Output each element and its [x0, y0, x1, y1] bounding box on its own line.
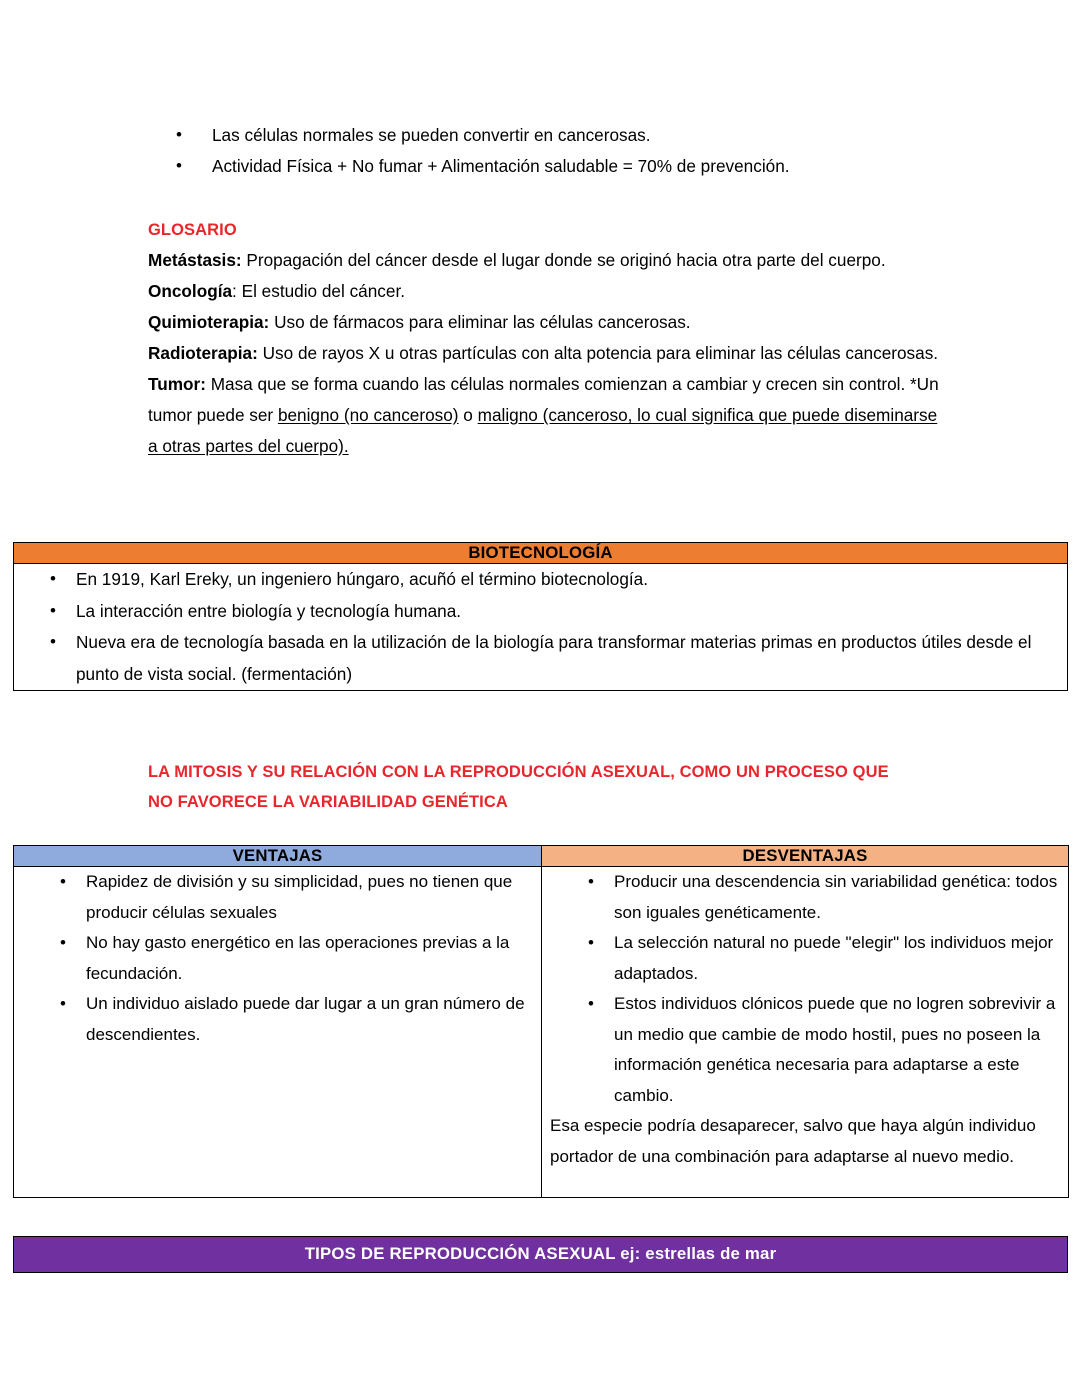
list-item: • En 1919, Karl Ereky, un ingeniero húngaro, acuñó el término biotecnología. — [14, 564, 1067, 596]
list-item: • Producir una descendencia sin variabilidad genética: todos son iguales genéticamente. — [542, 867, 1068, 928]
glossary-entry-radioterapia — [148, 338, 940, 369]
list-item: • No hay gasto energético en las operaciones previas a la fecundación. — [14, 928, 541, 989]
biotecnologia-bullet-list — [14, 564, 1067, 690]
list-item: • La selección natural no puede "elegir" los individuos mejor adaptados. — [542, 928, 1068, 989]
table-row — [14, 543, 1068, 564]
top-bullet-list — [148, 120, 940, 182]
glossary-term: Radioterapia: — [148, 343, 258, 363]
glossary-definition: Propagación del cáncer desde el lugar donde se originó hacia otra parte del cuerpo. — [246, 250, 886, 270]
glossary-conjunction: o — [458, 405, 478, 425]
biotecnologia-table — [13, 542, 1068, 691]
glossary-underlined-benigno: benigno (no canceroso) — [277, 405, 459, 425]
glossary-entry-oncologia — [148, 276, 940, 307]
ventajas-bullet-list — [14, 867, 541, 1050]
list-item: • Un individuo aislado puede dar lugar a un gran número de descendientes. — [14, 989, 541, 1050]
glossary-term: Oncología — [148, 281, 233, 301]
mitosis-heading-line1: LA MITOSIS Y SU RELACIÓN CON LA REPRODUCCIÓN ASEXUAL, COMO UN PROCESO QUE — [148, 763, 889, 781]
desventajas-bullet-list — [542, 867, 1068, 1111]
table-header-row — [14, 846, 1069, 867]
mitosis-heading-line2: NO FAVORECE LA VARIABILIDAD GENÉTICA — [148, 793, 508, 811]
ventajas-desventajas-table — [13, 845, 1069, 1198]
list-item: • Nueva era de tecnología basada en la utilización de la biología para transformar materias primas en productos útiles desde el punto de vista social. (fermentación) — [14, 627, 1067, 690]
glossary-entry-metastasis — [148, 245, 940, 276]
glossary-entry-quimioterapia — [148, 307, 940, 338]
ventajas-cell — [14, 867, 542, 1198]
biotecnologia-body — [14, 564, 1068, 691]
list-item: • La interacción entre biología y tecnología humana. — [14, 596, 1067, 628]
glossary-entry-tumor — [148, 369, 940, 462]
table-row — [14, 867, 1069, 1198]
glossary-underlined-maligno: maligno (canceroso, lo cual significa que puede diseminarse a otras partes del cuerpo). — [148, 405, 938, 456]
glossary-definition: Uso de rayos X u otras partículas con alta potencia para eliminar las células cancerosas. — [262, 343, 939, 363]
glosario-entries — [148, 245, 940, 462]
list-item: • Estos individuos clónicos puede que no logren sobrevivir a un medio que cambie de modo hostil, pues no poseen la información genética necesaria para adaptarse a este cambio. — [542, 989, 1068, 1111]
table-row — [14, 564, 1068, 691]
glossary-term: Quimioterapia: — [148, 312, 270, 332]
glossary-term: Metástasis: — [148, 250, 242, 270]
glossary-definition: Masa que se forma cuando las células normales comienzan a cambiar y crecen sin control. *Un tumor puede ser — [148, 374, 939, 425]
desventajas-cell — [542, 867, 1069, 1198]
list-item: • Las células normales se pueden convertir en cancerosas. — [148, 120, 940, 151]
glosario-heading: GLOSARIO — [148, 221, 237, 239]
desventajas-header: DESVENTAJAS — [542, 846, 1069, 867]
glossary-term: Tumor: — [148, 374, 206, 394]
list-item: • Rapidez de división y su simplicidad, pues no tienen que producir células sexuales — [14, 867, 541, 928]
desventajas-closing-paragraph: Esa especie podría desaparecer, salvo que haya algún individuo portador de una combinación para adaptarse al nuevo medio. — [550, 1116, 1036, 1166]
glossary-definition: El estudio del cáncer. — [241, 281, 405, 301]
tipos-reproduccion-banner: TIPOS DE REPRODUCCIÓN ASEXUAL ej: estrellas de mar — [13, 1236, 1068, 1273]
list-item: • Actividad Física + No fumar + Alimentación saludable = 70% de prevención. — [148, 151, 940, 182]
glossary-colon: : — [232, 281, 242, 301]
glossary-definition: Uso de fármacos para eliminar las células cancerosas. — [274, 312, 691, 332]
biotecnologia-header: BIOTECNOLOGÍA — [14, 543, 1068, 564]
ventajas-header: VENTAJAS — [14, 846, 542, 867]
mitosis-heading — [148, 757, 940, 817]
